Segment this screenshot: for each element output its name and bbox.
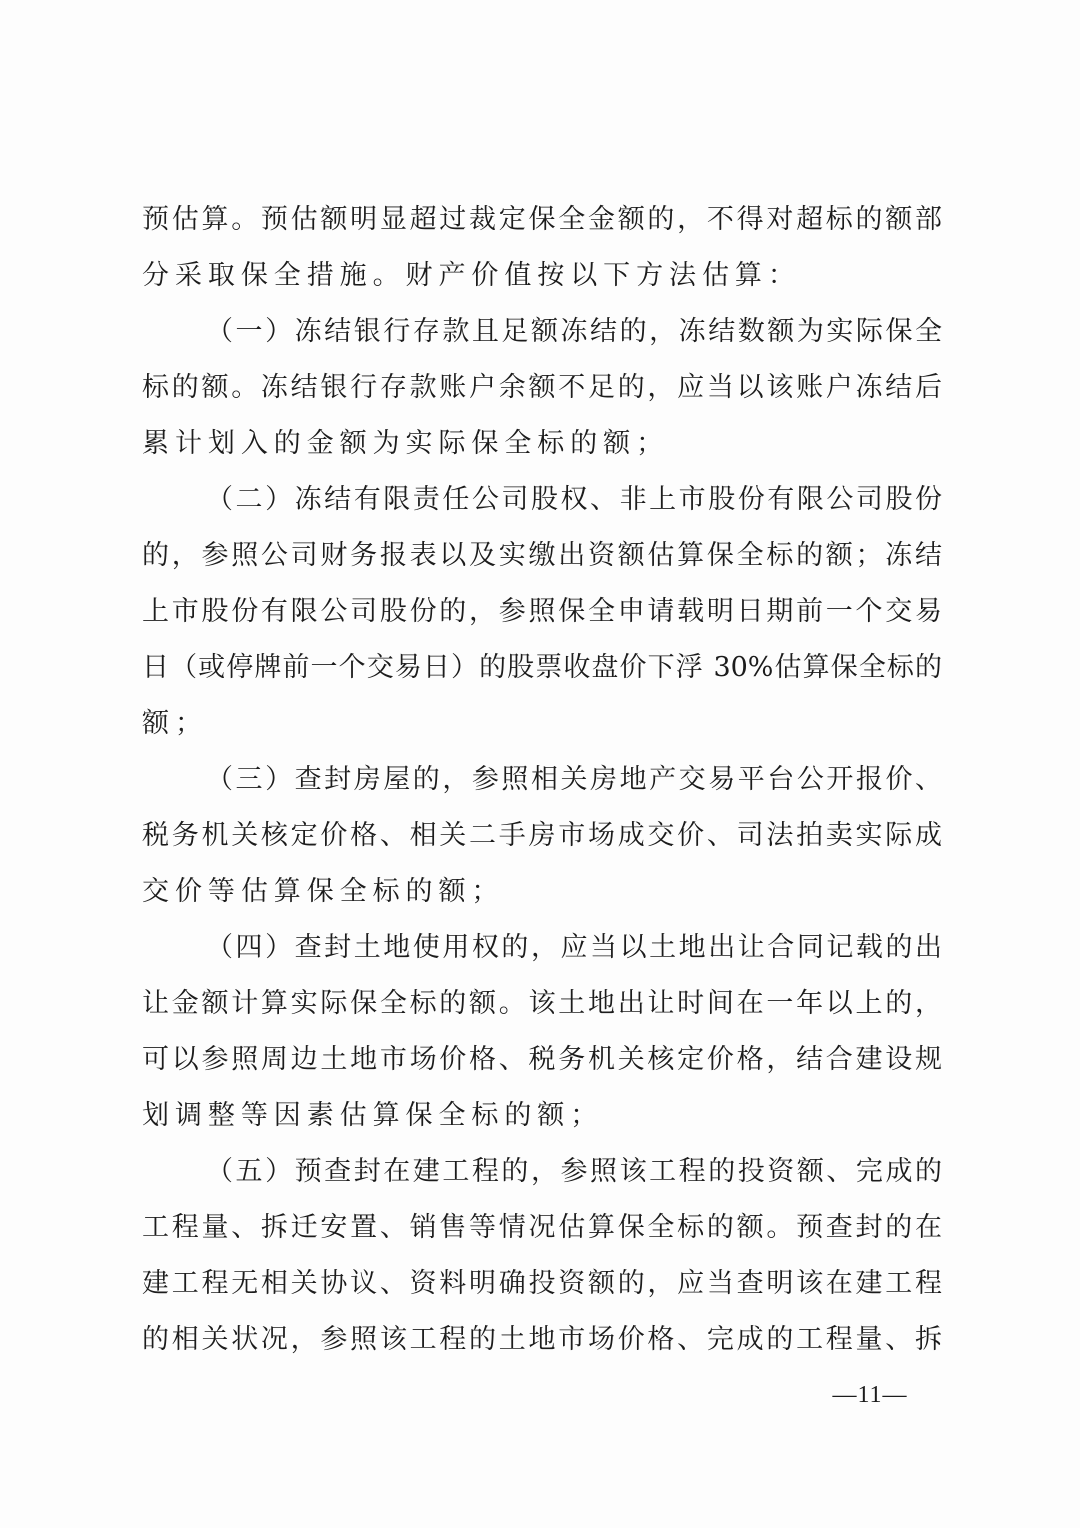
text-line: 工程量、拆迁安置、销售等情况估算保全标的额。预查封的在 [142,1212,942,1243]
text-line: 的，参照公司财务报表以及实缴出资额估算保全标的额；冻结 [142,540,942,571]
text-line: （三）查封房屋的，参照相关房地产交易平台公开报价、 [206,764,942,795]
text-line: 让金额计算实际保全标的额。该土地出让时间在一年以上的， [142,988,942,1019]
text-line: （二）冻结有限责任公司股权、非上市股份有限公司股份 [206,484,942,515]
text-line: （五）预查封在建工程的，参照该工程的投资额、完成的 [206,1156,942,1187]
text-line: 分采取保全措施。财产价值按以下方法估算： [142,260,801,291]
text-line: 额； [142,708,208,739]
text-line: 可以参照周边土地市场价格、税务机关核定价格，结合建设规 [142,1044,942,1075]
text-line: 建工程无相关协议、资料明确投资额的，应当查明该在建工程 [142,1268,942,1299]
text-line: 预估算。预估额明显超过裁定保全金额的，不得对超标的额部 [142,204,942,235]
text-line: 上市股份有限公司股份的，参照保全申请载明日期前一个交易 [142,596,942,627]
text-line: 税务机关核定价格、相关二手房市场成交价、司法拍卖实际成 [142,820,942,851]
text-line: 日（或停牌前一个交易日）的股票收盘价下浮 30%估算保全标的 [142,652,942,683]
text-line: 划调整等因素估算保全标的额； [142,1100,604,1131]
page-number: —11— [832,1382,908,1408]
text-line: 标的额。冻结银行存款账户余额不足的，应当以该账户冻结后 [142,372,942,403]
text-line: 交价等估算保全标的额； [142,876,505,907]
text-line: （一）冻结银行存款且足额冻结的，冻结数额为实际保全 [206,316,942,347]
text-line: 的相关状况，参照该工程的土地市场价格、完成的工程量、拆 [142,1324,942,1355]
text-line: （四）查封土地使用权的，应当以土地出让合同记载的出 [206,932,942,963]
text-line: 累计划入的金额为实际保全标的额； [142,428,670,459]
